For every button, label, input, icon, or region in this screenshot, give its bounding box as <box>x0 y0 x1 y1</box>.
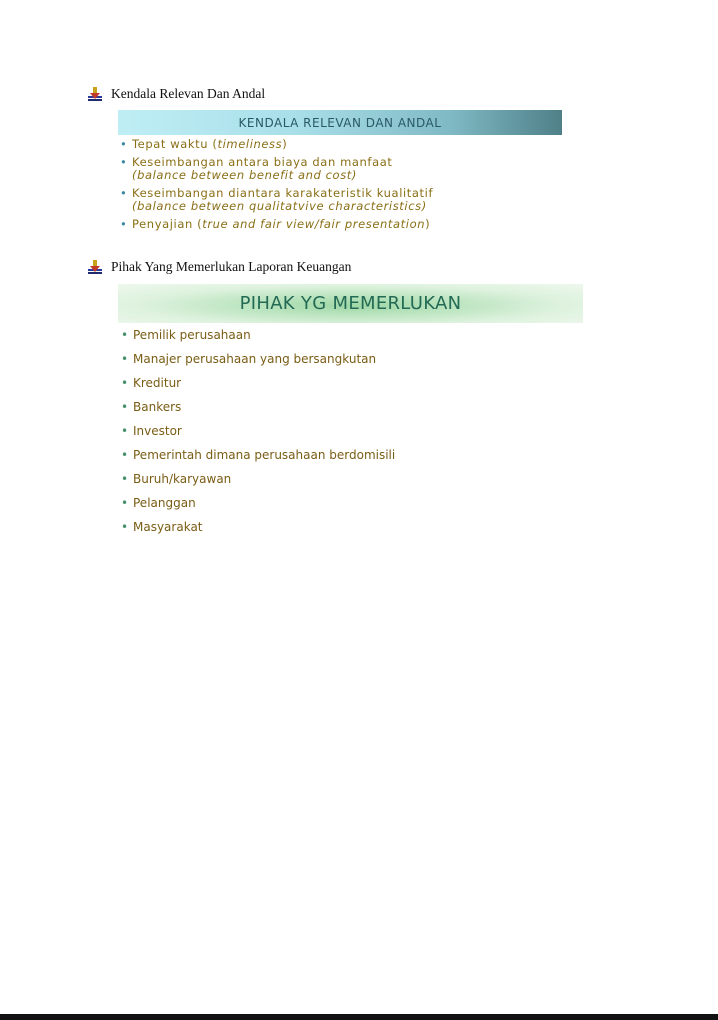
bullet-dot-icon: • <box>121 424 129 438</box>
section-heading-text: Pihak Yang Memerlukan Laporan Keuangan <box>111 259 352 274</box>
bullet-dot-icon: • <box>120 186 128 200</box>
bullet-dot-icon: • <box>121 448 129 462</box>
bullet-dot-icon: • <box>121 400 129 414</box>
section-heading-kendala <box>88 86 265 102</box>
bullet-dot-icon: • <box>120 217 128 231</box>
list-item <box>121 494 395 518</box>
down-arrow-bullet-icon <box>88 260 102 274</box>
kendala-list <box>120 138 433 236</box>
section-heading-text: Kendala Relevan Dan Andal <box>111 86 266 101</box>
list-item-text: Pelanggan <box>133 496 196 510</box>
list-item <box>121 326 395 350</box>
bullet-dot-icon: • <box>121 472 129 486</box>
list-item <box>121 422 395 446</box>
pihak-list <box>121 326 395 542</box>
list-item: • Keseimbangan antara biaya dan manfaat (balance between benefit and cost) <box>120 155 393 182</box>
list-item-text: Pemilik perusahaan <box>133 328 251 342</box>
list-item-text: Manajer perusahaan yang bersangkutan <box>133 352 377 366</box>
bullet-dot-icon: • <box>121 520 129 534</box>
section-heading-pihak <box>88 259 351 275</box>
bullet-dot-icon: • <box>121 496 129 510</box>
list-item: • Tepat waktu (timeliness) <box>120 137 288 151</box>
bullet-dot-icon: • <box>121 352 129 366</box>
list-item: • Penyajian (true and fair view/fair presentation) <box>120 217 431 231</box>
bullet-dot-icon: • <box>120 155 128 169</box>
list-item <box>121 446 395 470</box>
list-item <box>121 350 395 374</box>
bullet-dot-icon: • <box>121 376 129 390</box>
list-item <box>121 374 395 398</box>
bullet-dot-icon: • <box>120 137 128 151</box>
list-item-text: Bankers <box>133 400 182 414</box>
list-item-text: Masyarakat <box>133 520 203 534</box>
down-arrow-bullet-icon <box>88 87 102 101</box>
list-item-text: Kreditur <box>133 376 182 390</box>
banner-title: PIHAK YG MEMERLUKAN <box>239 293 462 314</box>
bottom-border <box>0 1014 718 1020</box>
list-item-text: Buruh/karyawan <box>133 472 232 486</box>
list-item: • Keseimbangan diantara karakateristik kualitatif (balance between qualitatvive characteristics) <box>120 186 434 213</box>
list-item <box>121 518 395 542</box>
list-item <box>121 470 395 494</box>
list-item-text: Pemerintah dimana perusahaan berdomisili <box>133 448 396 462</box>
bullet-dot-icon: • <box>121 328 129 342</box>
list-item <box>121 398 395 422</box>
list-item-text: Investor <box>133 424 182 438</box>
banner-pihak <box>118 284 583 323</box>
banner-kendala <box>118 110 562 135</box>
banner-title: KENDALA RELEVAN DAN ANDAL <box>238 115 442 130</box>
